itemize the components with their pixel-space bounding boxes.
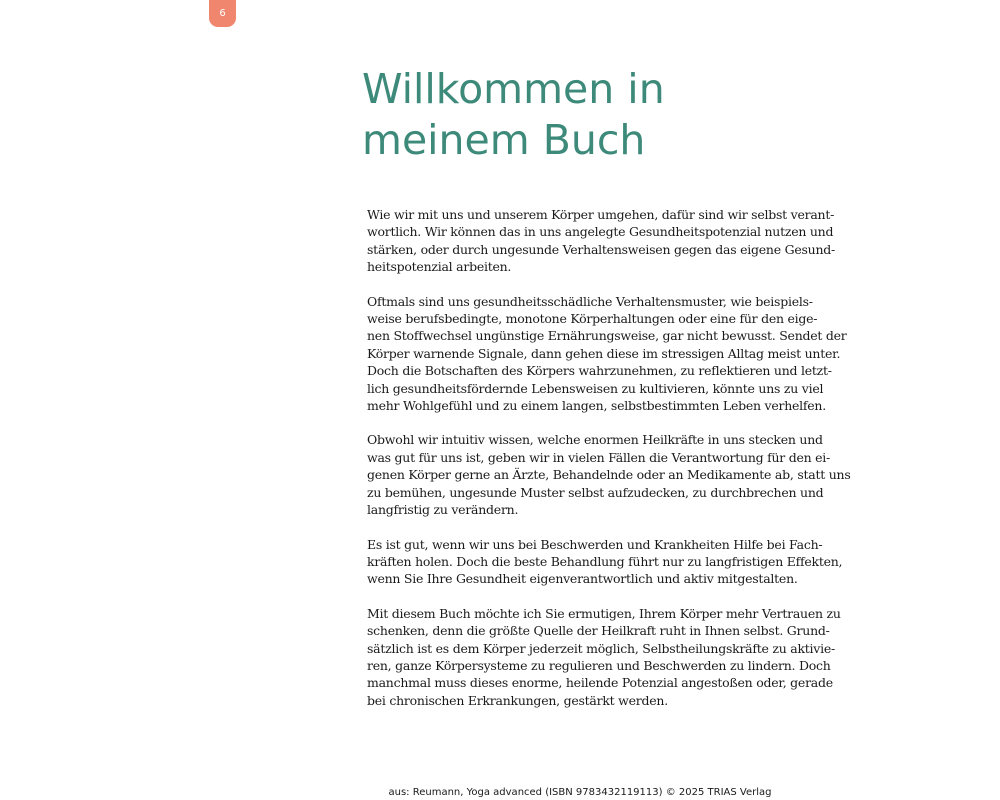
title-line: Willkommen in	[362, 65, 665, 113]
text-line: kräften holen. Doch die beste Behandlung führt nur zu langfristigen Effekten,	[367, 553, 843, 569]
text-line: Oftmals sind uns gesundheitsschädliche Verhaltensmuster, wie beispiels-	[367, 293, 813, 309]
paragraph-3	[367, 431, 851, 518]
page-title	[362, 64, 782, 166]
title-line: meinem Buch	[362, 116, 646, 164]
text-line: lich gesundheitsfördernde Lebensweisen zu kultivieren, könnte uns zu viel	[367, 380, 824, 396]
paragraph-2	[367, 293, 847, 415]
text-line: bei chronischen Erkrankungen, gestärkt werden.	[367, 692, 668, 708]
text-line: wenn Sie Ihre Gesundheit eigenverantwortlich und aktiv mitgestalten.	[367, 571, 798, 587]
text-line: heitspotenzial arbeiten.	[367, 259, 512, 275]
text-line: weise berufsbedingte, monotone Körperhaltungen oder eine für den eige-	[367, 311, 818, 327]
paragraph-4	[367, 536, 843, 588]
text-line: langfristig zu verändern.	[367, 502, 519, 518]
source-footer: aus: Reumann, Yoga advanced (ISBN 9783432119113) © 2025 TRIAS Verlag	[388, 787, 772, 798]
text-line: manchmal muss dieses enorme, heilende Potenzial angestoßen oder, gerade	[367, 675, 833, 691]
text-line: Körper warnende Signale, dann gehen diese im stressigen Alltag meist unter.	[367, 345, 841, 361]
text-line: stärken, oder durch ungesunde Verhaltensweisen gegen das eigene Gesund-	[367, 241, 835, 257]
text-line: nen Stoffwechsel ungünstige Ernährungsweise, gar nicht bewusst. Sendet der	[367, 328, 847, 344]
text-line: sätzlich ist es dem Körper jederzeit möglich, Selbstheilungskräfte zu aktivie-	[367, 640, 835, 656]
text-line: ren, ganze Körpersysteme zu regulieren und Beschwerden zu lindern. Doch	[367, 657, 831, 673]
text-line: zu bemühen, ungesunde Muster selbst aufzudecken, zu durchbrechen und	[367, 484, 824, 500]
body-text	[367, 206, 851, 726]
text-line: Wie wir mit uns und unserem Körper umgehen, dafür sind wir selbst verant-	[367, 207, 835, 222]
text-line: mehr Wohlgefühl und zu einem langen, selbstbestimmten Leben verhelfen.	[367, 398, 826, 414]
paragraph-5	[367, 605, 841, 709]
text-line: Obwohl wir intuitiv wissen, welche enormen Heilkräfte in uns stecken und	[367, 432, 823, 448]
page-number-badge: 6	[209, 0, 236, 27]
text-line: Doch die Botschaften des Körpers wahrzunehmen, zu reflektieren und letzt-	[367, 363, 832, 379]
text-line: Es ist gut, wenn wir uns bei Beschwerden und Krankheiten Hilfe bei Fach-	[367, 536, 823, 552]
text-line: wortlich. Wir können das in uns angelegte Gesundheitspotenzial nutzen und	[367, 224, 834, 240]
text-line: schenken, denn die größte Quelle der Heilkraft ruht in Ihnen selbst. Grund-	[367, 623, 830, 639]
text-line: genen Körper gerne an Ärzte, Behandelnde oder an Medikamente ab, statt uns	[367, 467, 851, 483]
text-line: was gut für uns ist, geben wir in vielen Fällen die Verantwortung für den ei-	[367, 449, 831, 465]
text-line: Mit diesem Buch möchte ich Sie ermutigen, Ihrem Körper mehr Vertrauen zu	[367, 605, 841, 621]
paragraph-1	[367, 206, 835, 276]
